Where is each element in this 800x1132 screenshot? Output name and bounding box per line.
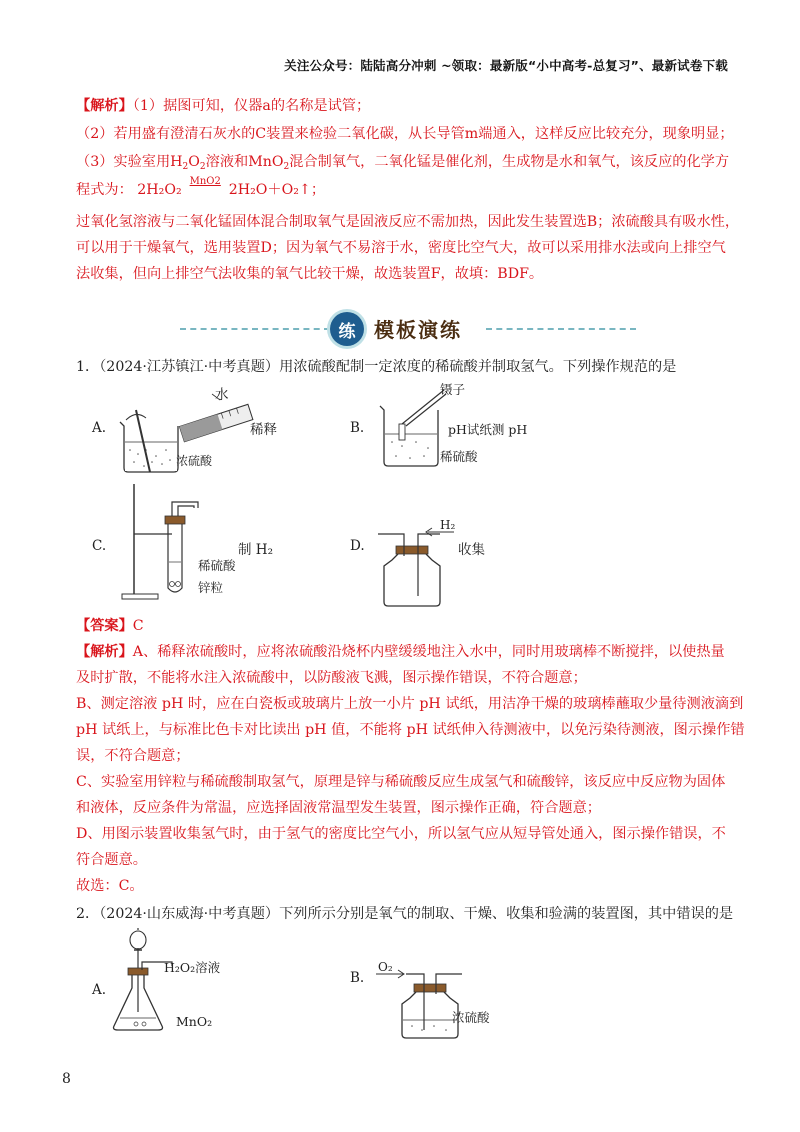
q1-answer: C (132, 618, 144, 634)
q1-b-label-tweezers: 镊子 (440, 382, 466, 397)
q2-a-label-solid: MnO₂ (176, 1014, 213, 1029)
analysis-line-3: （3）实验室用$H_2O_2$溶液和MnO$_2$混合制氧气，二氧化锰是催化剂，生成物是水和氧气，该反应的化学方 (76, 154, 730, 172)
q1-analysis-line-3: pH 试纸上，与标准比色卡对比读出 pH 值，不能将 pH 试纸伸入待测液中，以免污染待测液，图示操作错 (76, 722, 745, 738)
q1-option-b-letter: B. (350, 420, 365, 436)
equation-catalyst-arrow: MnO2 (189, 176, 221, 187)
analysis-text: （1）据图可知，仪器a的名称是试管； (132, 98, 371, 114)
q1-b-label-action: pH试纸测 pH (448, 422, 528, 437)
q2-b-label-acid: 浓硫酸 (452, 1010, 490, 1025)
question-2-stem: 2．（2024·山东威海·中考真题）下列所示分别是氧气的制取、干燥、收集和验满的装置图，其中错误的是 (76, 906, 734, 922)
q1-option-d-diagram (374, 516, 504, 610)
analysis-para-2: 可以用于干燥氧气，选用装置D；因为氧气不易溶于水，密度比空气大，故可以采用排水法或向上排空气 (76, 240, 726, 256)
analysis-line-1 (76, 96, 370, 116)
q1-option-c-letter: C. (92, 538, 107, 554)
q1-c-label-acid: 稀硫酸 (198, 558, 236, 573)
q1-analysis-line-2: B、测定溶液 pH 时，应在白瓷板或玻璃片上放一小片 pH 试纸，用洁净干燥的玻璃棒蘸取少量待测液滴到 (76, 696, 744, 712)
q1-option-a-letter: A. (92, 420, 107, 436)
q1-analysis-line-4: 误，不符合题意； (76, 748, 190, 764)
banner-title: 模板演练 (374, 318, 462, 342)
q1-analysis-line-1: 及时扩散，不能将水注入浓硫酸中，以防酸液飞溅，图示操作错误，不符合题意； (76, 670, 587, 686)
q1-analysis-line-5: C、实验室用锌粒与稀硫酸制取氢气，原理是锌与稀硫酸反应生成氢气和硫酸锌，该反应中反应物为固体 (76, 774, 726, 790)
q1-analysis-line-8: 符合题意。 (76, 852, 147, 868)
q1-d-label-action: 收集 (458, 542, 485, 558)
q2-option-b-letter: B. (350, 970, 365, 986)
q1-a-label-water: 水 (215, 387, 229, 403)
banner-divider-left (180, 328, 330, 330)
banner-icon: 练 (330, 312, 364, 346)
q1-analysis-line-7: D、用图示装置收集氢气时，由于氢气的密度比空气小，所以氢气应从短导管处通入，图示操作错误，不 (76, 826, 726, 842)
q1-analysis-line-9: 故选：C。 (76, 878, 144, 894)
question-1-stem: 1．（2024·江苏镇江·中考真题）用浓硫酸配制一定浓度的稀硫酸并制取氢气。下列操作规范的是 (76, 359, 677, 375)
q2-option-a-letter: A. (92, 982, 107, 998)
analysis-para-1: 过氧化氢溶液与二氧化锰固体混合制取氧气是固液反应不需加热，因此发生装置选B；浓硫酸具有吸水性， (76, 214, 740, 230)
analysis-tag: 【解析】 (76, 98, 133, 114)
q1-analysis-line-0: 【解析】A、稀释浓硫酸时，应将浓硫酸沿烧杯内壁缓缓地注入水中，同时用玻璃棒不断搅拌，以使热量 (76, 644, 725, 660)
q1-a-label-acid: 浓硫酸 (176, 454, 213, 468)
q1-answer-line: 【答案】C (76, 618, 144, 634)
q2-option-b-diagram (370, 968, 470, 1042)
equation-products: 2H₂O＋O₂↑； (228, 182, 326, 198)
equation-line: 程式为： 2H₂O₂ MnO2 2H₂O＋O₂↑； (76, 176, 326, 198)
banner-divider-right (486, 328, 636, 330)
q1-a-label-action: 稀释 (250, 422, 277, 438)
page-number: 8 (62, 1071, 71, 1087)
q1-c-label-zinc: 锌粒 (198, 580, 224, 595)
q2-a-label-solution: H₂O₂溶液 (164, 960, 221, 975)
analysis-line-2: （2）若用盛有澄清石灰水的C装置来检验二氧化碳，从长导管m端通入，这样反应比较充分，现象明显； (76, 126, 734, 142)
q2-b-label-gas: O₂ (378, 960, 393, 974)
q1-c-label-action: 制 H₂ (238, 542, 273, 558)
page-header: 关注公众号：陆陆高分冲刺 ~领取：最新版“小中高考-总复习”、最新试卷下载 (284, 58, 728, 73)
q1-option-d-letter: D. (350, 538, 365, 554)
q1-d-label-gas: H₂ (440, 518, 456, 532)
q1-analysis-line-6: 和液体，反应条件为常温，应选择固液常温型发生装置，图示操作正确，符合题意； (76, 800, 601, 816)
q1-option-c-diagram (112, 476, 252, 606)
equation-reactant: 2H₂O₂ (137, 182, 182, 198)
analysis-para-3: 法收集，但向上排空气法收集的氧气比较干燥，故选装置F，故填：BDF。 (76, 266, 544, 282)
q1-b-label-acid: 稀硫酸 (440, 449, 478, 464)
